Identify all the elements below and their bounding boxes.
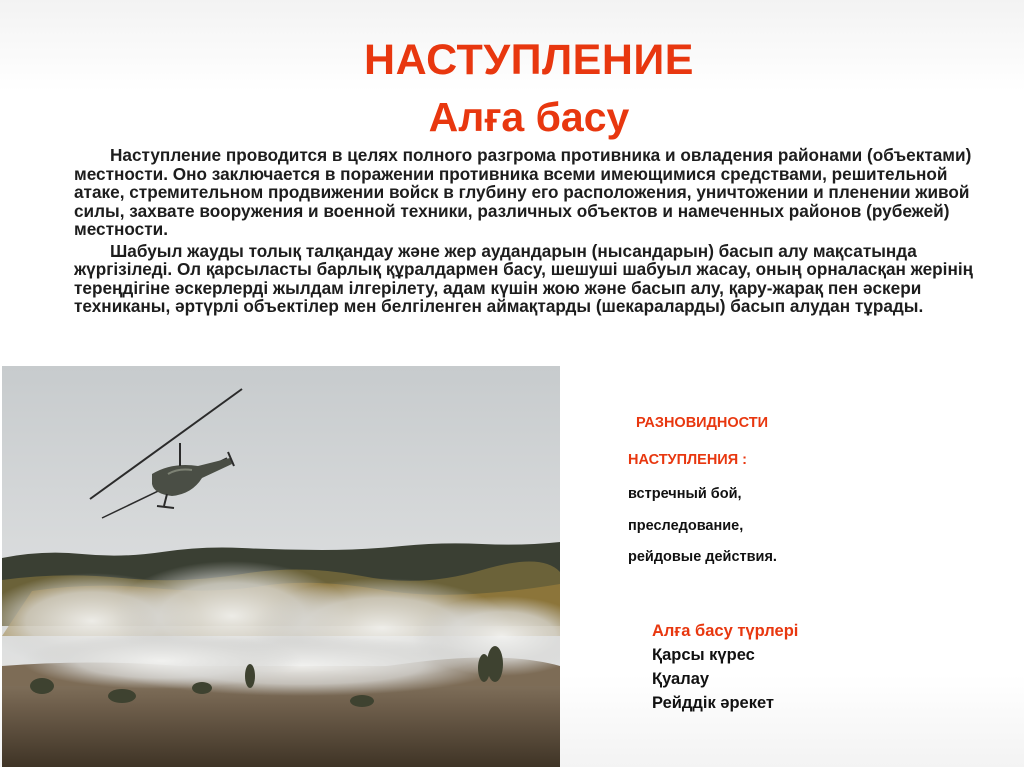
slide-title: НАСТУПЛЕНИЕ xyxy=(364,36,694,84)
offensive-types-kazakh xyxy=(652,619,798,715)
list-item: Қарсы күрес xyxy=(652,646,755,664)
list-item: рейдовые действия. xyxy=(628,549,777,565)
list-item: преследование, xyxy=(628,518,744,534)
paragraph-russian: Наступление проводится в целях полного разгрома противника и овладения районами (объектами) местности. Оно заключается в поражении противника всеми имеющимися средствами, решительной атаке, стремительном продвижении войск в глубину его расположения, уничтожении и пленении живой силы, захвате вооружения и военной техники, различных объектов и намеченных районов (рубежей) местности. xyxy=(74,145,972,239)
paragraph-kazakh: Шабуыл жауды толық талқандау және жер аудандарын (нысандарын) басып алу мақсатында жүргізіледі. Ол қарсыласты барлық құралдармен басу, шешуші шабуыл жасау, оның орналасқан жерінің тереңдігіне әскерлерді жылдам ілгерілету, адам күшін жою және басып алу, қару-жарақ пен әскери техниканы, әртүрлі объектілер мен белгіленген аймақтарды (шекараларды) басып алудан тұрады. xyxy=(74,240,973,316)
body-text xyxy=(74,146,974,319)
types-kz-heading: Алға басу түрлері xyxy=(652,622,799,640)
list-item: встречный бой, xyxy=(628,486,742,502)
list-item: Қуалау xyxy=(652,670,710,688)
helicopter-battlefield-photo xyxy=(2,366,560,767)
list-item: Рейддік әрекет xyxy=(652,694,775,712)
types-heading-line1: РАЗНОВИДНОСТИ xyxy=(636,415,769,431)
slide-subtitle: Алға басу xyxy=(428,94,630,140)
types-heading-line2: НАСТУПЛЕНИЯ : xyxy=(628,452,748,468)
